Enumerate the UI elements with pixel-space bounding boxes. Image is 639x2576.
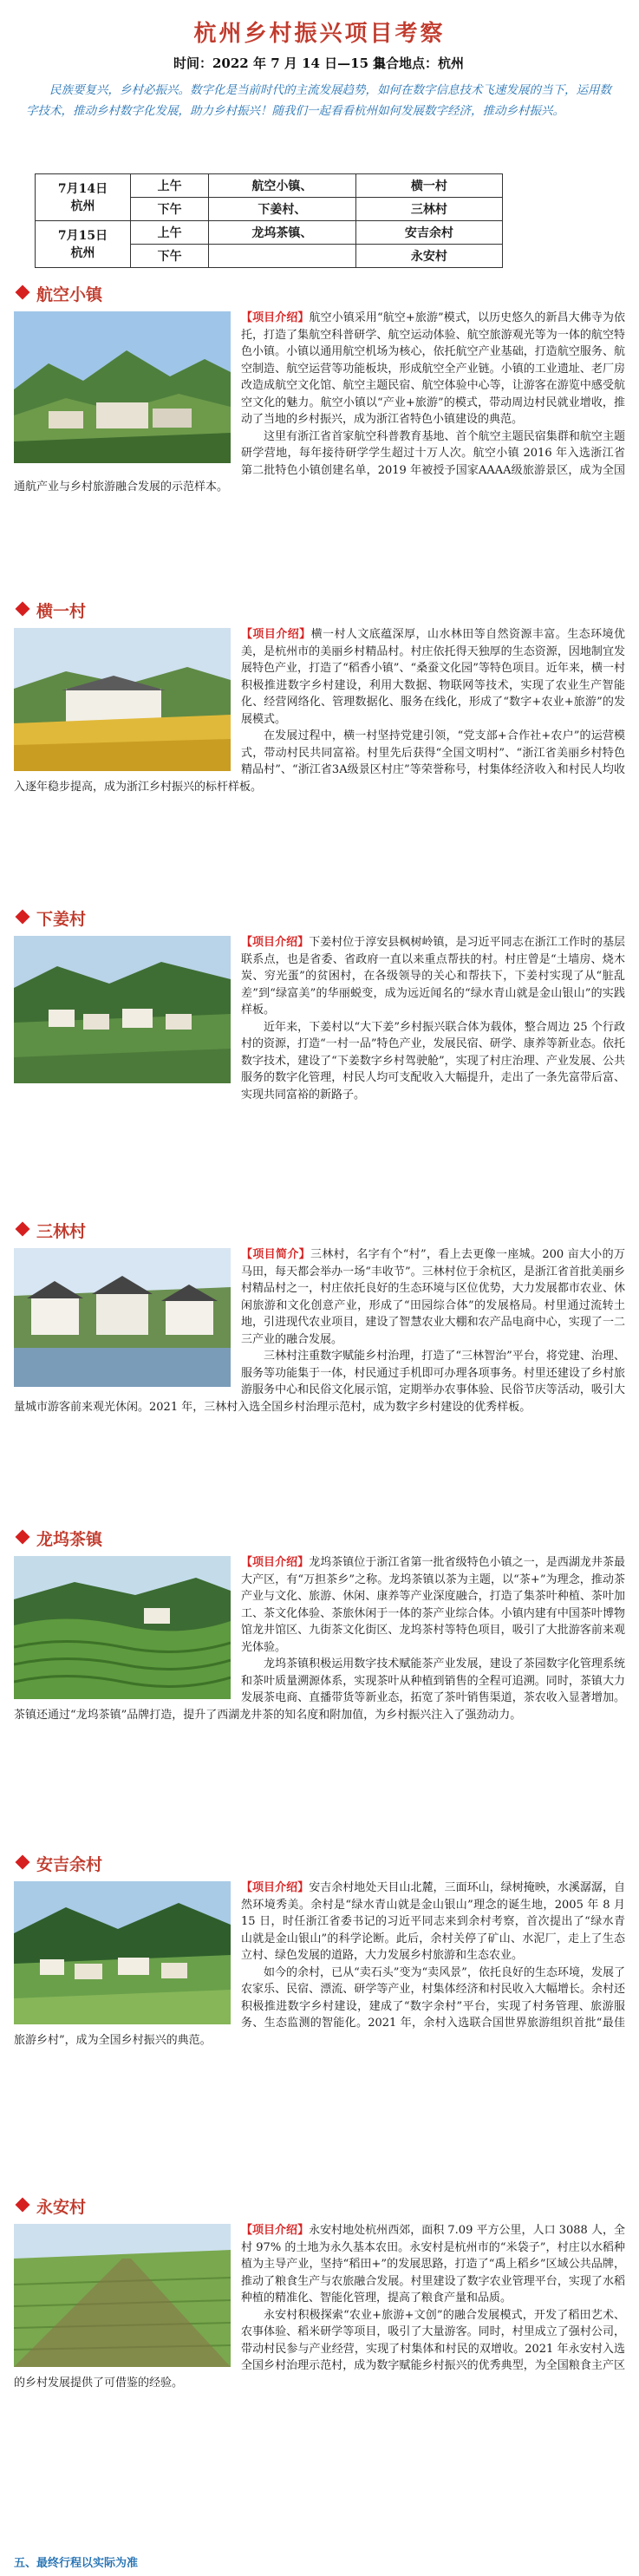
section-xiajiang-village	[14, 906, 625, 1103]
section-text-2: 在发展过程中，横一村坚持党建引领，“党支部+合作社+农户”的运营模式，带动村民共同富裕。村里先后获得“全国文明村”、“浙江省美丽乡村特色精品村”、“浙江省3A级景区村庄”等荣誉称号，村集体经济收入和村民人均收入逐年稳步提高，成为浙江乡村振兴的标杆样板。	[14, 729, 625, 794]
footer-note: 五、最终行程以实际为准	[14, 2557, 139, 2570]
xiajiang-village-photo	[14, 936, 231, 1083]
sanlin-village-photo	[14, 1248, 231, 1387]
section-text: 龙坞茶镇位于浙江省第一批省级特色小镇之一，是西湖龙井茶最大产区，有“万担茶乡”之称。龙坞茶镇以茶为主题，以“茶+”为理念，推动茶产业与文化、旅游、休闲、康养等产业深度融合，打造了集茶叶种植、茶叶加工、茶文化体验、茶旅休闲于一体的茶产业综合体。小镇内建有中国茶叶博物馆龙井馆区、九街茶文化街区、龙坞茶村等特色项目，吸引了大批游客前来观光体验。	[241, 1556, 625, 1654]
diamond-bullet-icon	[16, 1530, 30, 1545]
diamond-bullet-icon	[16, 910, 30, 925]
section-text-2: 这里有浙江省首家航空科普教育基地、首个航空主题民宿集群和航空主题研学营地，每年接待研学学生超过十万人次。航空小镇 2016 年入选浙江省第二批特色小镇创建名单，2019 年被授予国家AAAA级旅游景区，成为全国通航产业与乡村旅游融合发展的示范样本。	[14, 429, 625, 494]
section-title: 下姜村	[36, 910, 87, 929]
schedule-spot: 下姜村、	[209, 198, 355, 221]
longwu-tea-town-photo	[14, 1556, 231, 1699]
diamond-bullet-icon	[16, 1222, 30, 1237]
section-text-2: 三林村注重数字赋能乡村治理，打造了“三林智治”平台，将党建、治理、服务等功能集于一体，村民通过手机即可办理各项事务。村里还建设了乡村旅游服务中心和民俗文化展示馆，定期举办农事体验、民俗节庆等活动，吸引大量城市游客前来观光休闲。2021 年，三林村入选全国乡村治理示范村，成为数字乡村建设的优秀样板。	[14, 1350, 625, 1414]
section-tag: 【项目简介】	[241, 1248, 311, 1261]
section-tag: 【项目介绍】	[241, 628, 311, 641]
section-heading	[14, 2194, 625, 2217]
schedule-half: 上午	[131, 221, 209, 245]
section-text-2: 永安村积极探索“农业+旅游+文创”的融合发展模式，开发了稻田艺术、农事体验、稻米研学等项目，吸引了大量游客。同时，村里成立了强村公司，带动村民参与产业经营，实现了村集体和村民的双增收。2021 年永安村入选全国乡村治理示范村，成为数字赋能乡村振兴的优秀典型，为全国粮食主产区的乡村发展提供了可借鉴的经验。	[14, 2308, 625, 2390]
diamond-bullet-icon	[16, 2198, 30, 2213]
section-tag: 【项目介绍】	[241, 311, 310, 324]
trip-meta	[0, 54, 639, 73]
section-yongan-village	[14, 2194, 625, 2391]
diamond-bullet-icon	[16, 1855, 30, 1870]
schedule-half: 上午	[131, 174, 209, 198]
hengyi-village-photo	[14, 628, 231, 771]
schedule-spot: 横一村	[355, 174, 502, 198]
schedule-spot: 三林村	[355, 198, 502, 221]
yongan-village-photo	[14, 2224, 231, 2367]
schedule-row	[36, 221, 503, 245]
section-text-2: 如今的余村，已从“卖石头”变为“卖风景”，依托良好的生态环境，发展了农家乐、民宿、漂流、研学等产业，村集体经济和村民收入大幅增长。余村还积极推进数字乡村建设，建成了“数字余村”平台，实现了村务管理、旅游服务、生态监测的智能化。2021 年，余村入选联合国世界旅游组织首批“最佳旅游乡村”，成为全国乡村振兴的典范。	[14, 1965, 625, 2047]
section-title: 永安村	[36, 2198, 87, 2217]
trip-place: 集合地点：杭州	[373, 56, 465, 71]
page-title: 杭州乡村振兴项目考察	[193, 21, 446, 47]
schedule-spot: 永安村	[355, 245, 502, 268]
section-tag: 【项目介绍】	[241, 1881, 310, 1894]
section-hengyi-village	[14, 598, 625, 795]
section-sanlin-village	[14, 1219, 625, 1415]
section-text-2: 近年来，下姜村以“大下姜”乡村振兴联合体为载体，整合周边 25 个行政村的资源，打造“一村一品”特色产业，发展民宿、研学、康养等新业态。依托数字技术，建设了“下姜数字乡村驾驶舱”，实现了村庄治理、产业发展、公共服务的数字化管理，村民人均可支配收入大幅提升，走出了一条先富带后富、实现共同富裕的新路子。	[241, 1020, 625, 1102]
intro-paragraph: 民族要复兴，乡村必振兴。数字化是当前时代的主流发展趋势，如何在数字信息技术飞速发展的当下，运用数字技术，推动乡村数字化发展，助力乡村振兴！随我们一起看看杭州如何发展数字经济，推动乡村振兴。	[26, 83, 611, 118]
section-title: 航空小镇	[36, 285, 103, 304]
section-heading	[14, 1219, 625, 1241]
schedule-table	[35, 173, 503, 268]
diamond-bullet-icon	[16, 285, 30, 300]
section-heading	[14, 598, 625, 621]
section-text: 永安村地处杭州西郊，面积 7.09 平方公里，人口 3088 人，全村 97% 的土地为永久基本农田。永安村是杭州市的“米袋子”，村庄以水稻种植为主导产业，坚持“稻田+”的发展思路，打造了“禹上稻乡”区域公共品牌，推动了粮食生产与农旅融合发展。村里建设了数字农业管理平台，实现了水稻种植的精准化、智能化管理，提高了粮食产量和品质。	[241, 2224, 625, 2305]
schedule-half: 下午	[131, 198, 209, 221]
section-heading	[14, 1852, 625, 1874]
schedule-half: 下午	[131, 245, 209, 268]
section-heading	[14, 282, 625, 304]
section-title: 龙坞茶镇	[36, 1530, 103, 1549]
yucun-village-photo	[14, 1881, 231, 2024]
schedule-row	[36, 174, 503, 198]
section-text: 安吉余村地处天目山北麓，三面环山，绿树掩映，水溪潺潺，自然环境秀美。余村是“绿水青山就是金山银山”理念的诞生地，2005 年 8 月 15 日，时任浙江省委书记的习近平同志来到余村考察，首次提出了“绿水青山就是金山银山”的科学论断。此后，余村关停了矿山、水泥厂，走上了生态立村、绿色发展的道路，大力发展乡村旅游和生态农业。	[241, 1881, 625, 1962]
section-yucun-anji	[14, 1852, 625, 2049]
section-heading	[14, 1527, 625, 1549]
section-heading	[14, 906, 625, 929]
schedule-spot: 安吉余村	[355, 221, 502, 245]
trip-time: 时间：2022 年 7 月 14 日—15 日	[173, 56, 387, 71]
schedule-spot: 航空小镇、	[209, 174, 355, 198]
section-text-2: 龙坞茶镇积极运用数字技术赋能茶产业发展，建设了茶园数字化管理系统和茶叶质量溯源体系，实现茶叶从种植到销售的全程可追溯。同时，茶镇大力发展茶电商、直播带货等新业态，拓宽了茶叶销售渠道，茶农收入显著增加。茶镇还通过“龙坞茶镇”品牌打造，提升了西湖龙井茶的知名度和附加值，为乡村振兴注入了强劲动力。	[14, 1657, 625, 1722]
section-aviation-town	[14, 282, 625, 496]
schedule-spot	[209, 245, 355, 268]
schedule-spot: 龙坞茶镇、	[209, 221, 355, 245]
section-text: 三林村，名字有个“村”，看上去更像一座城。200 亩大小的万马田，每天都会举办一场“丰收节”。三林村位于余杭区，是浙江省首批美丽乡村精品村之一，村庄依托良好的生态环境与区位优势，大力发展都市农业、休闲旅游和文化创意产业，形成了“田园综合体”的发展格局。村里通过流转土地，引进现代农业项目，建设了智慧农业大棚和农产品电商中心，实现了一二三产业的融合发展。	[241, 1248, 625, 1346]
schedule-day: 7月14日 杭州	[36, 174, 131, 221]
section-title: 横一村	[36, 602, 87, 621]
schedule-day: 7月15日 杭州	[36, 221, 131, 268]
section-title: 安吉余村	[36, 1855, 103, 1874]
section-text: 航空小镇采用“航空+旅游”模式，以历史悠久的新昌大佛寺为依托，打造了集航空科普研学、航空运动体验、航空旅游观光等为一体的航空特色小镇。小镇以通用航空机场为核心，依托航空产业基础，打造航空服务、航空制造、航空运营等功能板块，形成航空全产业链。小镇的工业遗址、老厂房改造成航空文化馆、航空主题民宿、航空体验中心等，让游客在游览中感受航空文化的魅力。航空小镇以“产业+旅游”的模式，带动周边村民就业增收，推动了当地的乡村振兴，成为浙江省特色小镇建设的典范。	[241, 311, 625, 426]
section-text: 下姜村位于淳安县枫树岭镇，是习近平同志在浙江工作时的基层联系点，也是省委、省政府一直以来重点帮扶的村。村庄曾是“土墙房、烧木炭、穷光蛋”的贫困村，在各级领导的关心和帮扶下，下姜村实现了从“脏乱差”到“绿富美”的华丽蜕变，成为远近闻名的“绿水青山就是金山银山”的实践样板。	[241, 936, 625, 1017]
section-tag: 【项目介绍】	[241, 936, 310, 949]
section-title: 三林村	[36, 1222, 87, 1241]
diamond-bullet-icon	[16, 602, 30, 617]
aviation-town-photo	[14, 311, 231, 463]
section-tag: 【项目介绍】	[241, 2224, 310, 2237]
section-tag: 【项目介绍】	[241, 1556, 310, 1569]
section-text: 横一村人文底蕴深厚，山水林田等自然资源丰富。生态环境优美，是杭州市的美丽乡村精品村。村庄依托得天独厚的生态资源，因地制宜发展特色产业，打造了“稻香小镇”、“桑蚕文化园”等特色项目。近年来，横一村积极推进数字乡村建设，利用大数据、物联网等技术，实现了农业生产智能化、经营网络化、管理数据化、服务在线化，形成了“数字+农业+旅游”的发展模式。	[241, 628, 625, 726]
section-longwu-tea-town	[14, 1527, 625, 1723]
